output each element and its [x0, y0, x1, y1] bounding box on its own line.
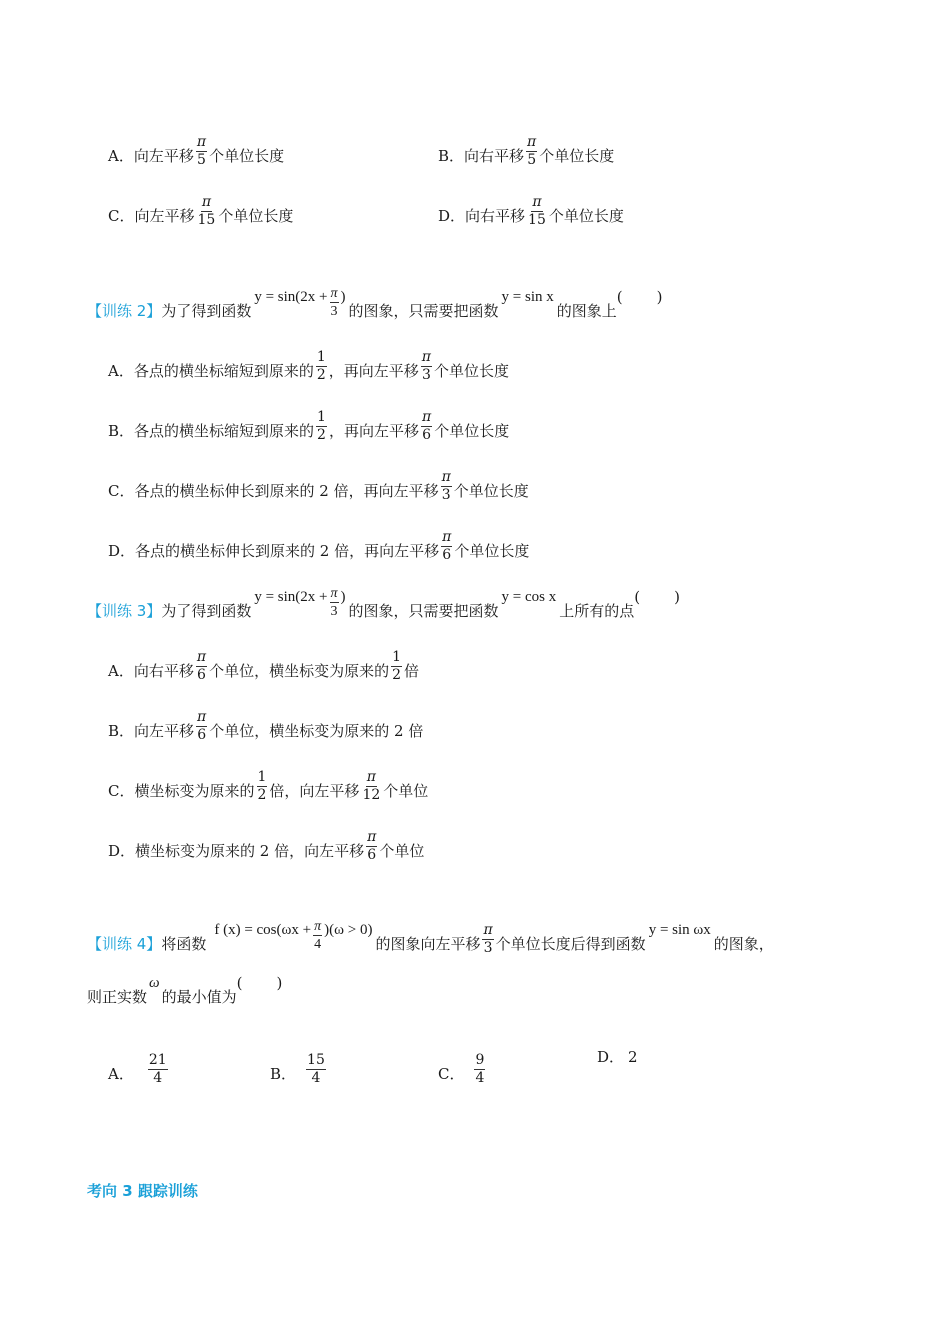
fraction: $\frac{\pi}{6}$ [421, 409, 432, 443]
fraction: $\frac{1}{2}$ [392, 649, 401, 683]
fraction: $\frac{\pi}{3}$ [441, 469, 451, 503]
q3-tag: 【训练 3】 [87, 602, 162, 620]
fraction: $\frac{\pi}{6}$ [197, 709, 207, 743]
q2-source-function: y = sin x [501, 289, 554, 305]
fraction: $\frac{\pi}{3}$ [421, 349, 431, 383]
q2-tag: 【训练 2】 [87, 302, 162, 320]
q3-stem: 【训练 3】 为了得到函数 y = sin(2x + $\frac{\pi}{3}$ ) 的图象，只需要把函数 y = cos x 上所有的点 ( ) [87, 585, 680, 620]
q2-option-d[interactable]: D． 各点的横坐标伸长到原来的 2 倍，再向左平移 $\frac{\pi}{6}$ 个单位长度 [108, 529, 530, 563]
fraction: $\frac{\pi}{15}$ [528, 194, 546, 228]
q1-option-c[interactable]: C． 向左平移 $\frac{\pi}{15}$ 个单位长度 [108, 194, 294, 228]
section-heading: 考向 3 跟踪训练 [87, 1182, 198, 1200]
q4-option-c[interactable]: C． $\frac{9}{4}$ [438, 1052, 485, 1086]
q4-stem-line2: 则正实数 ω 的最小值为 ( ) [87, 974, 283, 1006]
q1-option-a[interactable]: A． 向左平移 $\frac{\pi}{5}$ 个单位长度 [108, 134, 285, 168]
fraction: $\frac{1}{2}$ [257, 769, 267, 803]
q1-option-b[interactable]: B． 向右平移 $\frac{\pi}{5}$ 个单位长度 [438, 134, 615, 168]
q3-source-function: y = cos x [501, 589, 557, 605]
answer-blank[interactable]: ( ) [616, 288, 663, 306]
q4-stem: 【训练 4】 将函数 f (x) = cos(ωx + $\frac{\pi}{4}$ )(ω > 0) 的图象向左平移 $\frac{\pi}{3}$ 个单位长度后得到函数 y = sin ωx 的图象， [87, 918, 774, 953]
fraction: $\frac{9}{4}$ [475, 1052, 485, 1086]
fraction: $\frac{1}{2}$ [317, 409, 326, 443]
fraction: $\frac{\pi}{5}$ [527, 134, 537, 168]
q3-option-c[interactable]: C． 横坐标变为原来的 $\frac{1}{2}$ 倍，向左平移 $\frac{\pi}{12}$ 个单位 [108, 769, 429, 803]
q4-option-b[interactable]: B． $\frac{15}{4}$ [270, 1052, 325, 1086]
q2-stem: 【训练 2】 为了得到函数 y = sin(2x + $\frac{\pi}{3}$ ) 的图象，只需要把函数 y = sin x 的图象上 ( ) [87, 285, 662, 320]
omega-symbol: ω [149, 975, 160, 991]
fraction: $\frac{\pi}{12}$ [362, 769, 381, 803]
q3-option-d[interactable]: D． 横坐标变为原来的 2 倍，向左平移 $\frac{\pi}{6}$ 个单位 [108, 829, 425, 863]
q4-option-a[interactable]: A． $\frac{21}{4}$ [108, 1052, 167, 1086]
q4-option-d[interactable]: D． 2 [597, 1048, 638, 1066]
q2-option-c[interactable]: C． 各点的横坐标伸长到原来的 2 倍，再向左平移 $\frac{\pi}{3}$ 个单位长度 [108, 469, 529, 503]
q4-tag: 【训练 4】 [87, 935, 162, 953]
fraction: $\frac{\pi}{5}$ [196, 134, 207, 168]
fraction: $\frac{15}{4}$ [307, 1052, 325, 1086]
fraction: $\frac{21}{4}$ [148, 1052, 167, 1086]
q4-target-function: y = sin ωx [648, 922, 711, 938]
answer-blank[interactable]: ( ) [236, 974, 283, 992]
q2-option-b[interactable]: B． 各点的横坐标缩短到原来的 $\frac{1}{2}$ ，再向左平移 $\frac{\pi}{6}$ 个单位长度 [108, 409, 510, 443]
fraction: $\frac{\pi}{6}$ [367, 829, 377, 863]
q1-option-d[interactable]: D． 向右平移 $\frac{\pi}{15}$ 个单位长度 [438, 194, 624, 228]
fraction: $\frac{\pi}{3}$ [483, 922, 493, 956]
answer-blank[interactable]: ( ) [634, 588, 680, 606]
q4-source-function: f (x) = cos(ωx + $\frac{\pi}{4}$ )(ω > 0) [214, 919, 373, 952]
q3-option-a[interactable]: A． 向右平移 $\frac{\pi}{6}$ 个单位，横坐标变为原来的 $\frac{1}{2}$ 倍 [108, 649, 420, 683]
q2-target-function: y = sin(2x + $\frac{\pi}{3}$ ) [254, 286, 346, 319]
fraction: $\frac{\pi}{15}$ [197, 194, 216, 228]
q3-target-function: y = sin(2x + $\frac{\pi}{3}$ ) [254, 586, 346, 619]
q3-option-b[interactable]: B． 向左平移 $\frac{\pi}{6}$ 个单位，横坐标变为原来的 2 倍 [108, 709, 424, 743]
fraction: $\frac{1}{2}$ [316, 349, 326, 383]
q2-option-a[interactable]: A． 各点的横坐标缩短到原来的 $\frac{1}{2}$ ，再向左平移 $\frac{\pi}{3}$ 个单位长度 [108, 349, 510, 383]
fraction: $\frac{\pi}{6}$ [442, 529, 452, 563]
fraction: $\frac{\pi}{6}$ [196, 649, 207, 683]
